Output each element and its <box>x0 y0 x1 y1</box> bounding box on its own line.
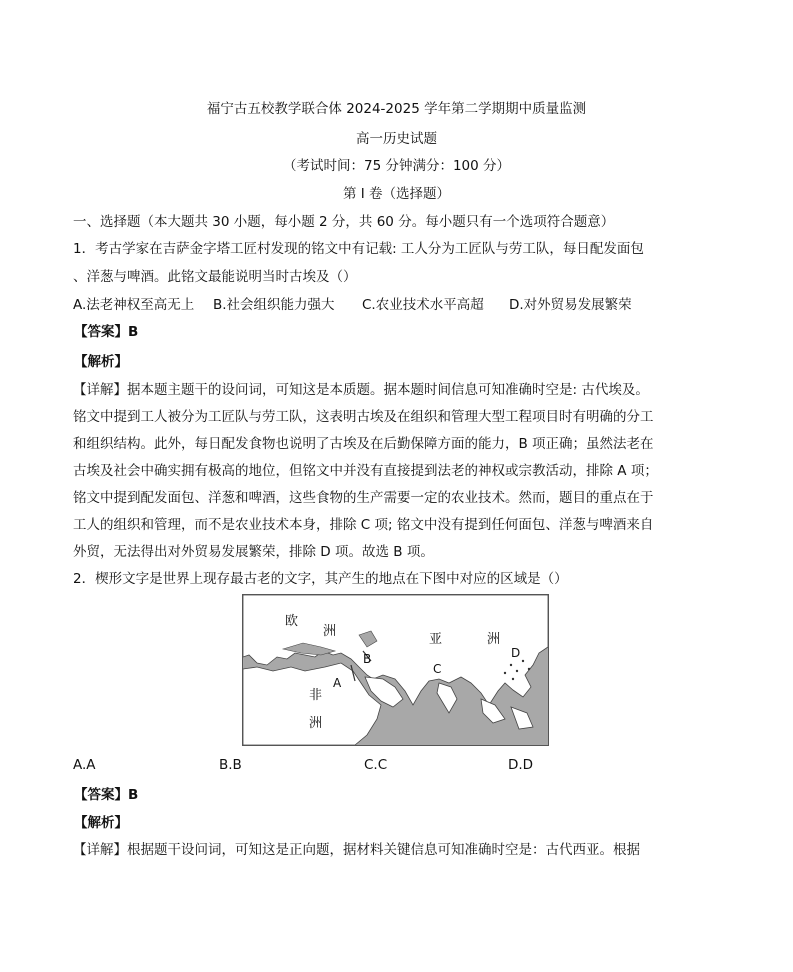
q1-option-b: B.社会组织能力强大 <box>213 297 335 313</box>
q1-detail-line: 工人的组织和管理，而不是农业技术本身，排除 C 项; 铭文中没有提到任何面包、洋葱与啤酒来自 <box>73 517 654 533</box>
q2-analysis-label: 【解析】 <box>74 815 128 831</box>
map-marker-b: B <box>363 652 372 666</box>
exam-info: （考试时间：75 分钟满分：100 分） <box>282 158 511 174</box>
map-label-africa-2: 洲 <box>309 716 323 731</box>
q1-stem-line2: 、洋葱与啤酒。此铭文最能说明当时古埃及（） <box>73 269 357 285</box>
q1-detail-line: 【详解】据本题主题干的设问词，可知这是本质题。据本题时间信息可知准确时空是: 古代埃及。 <box>73 382 649 398</box>
q2-option-c: C.C <box>364 757 388 773</box>
map-marker-d: D <box>511 646 521 660</box>
q2-option-a: A.A <box>73 757 96 773</box>
world-map-figure <box>242 594 549 746</box>
q1-detail-line: 外贸，无法得出对外贸易发展繁荣，排除 D 项。故选 B 项。 <box>73 544 434 560</box>
section-heading: 一、选择题（本大题共 30 小题，每小题 2 分，共 60 分。每小题只有一个选项符合题意） <box>73 214 615 230</box>
q1-option-c: C.农业技术水平高超 <box>362 297 484 313</box>
q2-answer: 【答案】B <box>74 787 139 803</box>
q2-option-b: B.B <box>219 757 242 773</box>
q1-detail-line: 和组织结构。此外，每日配发食物也说明了古埃及在后勤保障方面的能力，B 项正确；虽然法老在 <box>73 436 654 452</box>
q2-detail-line: 【详解】根据题干设问词，可知这是正向题，据材料关键信息可知准确时空是：古代西亚。根据 <box>73 842 640 858</box>
exam-subtitle: 高一历史试题 <box>356 131 437 147</box>
exam-title: 福宁古五校教学联合体 2024-2025 学年第二学期期中质量监测 <box>206 101 587 117</box>
q1-stem-line1: 1．考古学家在吉萨金字塔工匠村发现的铭文中有记载: 工人分为工匠队与劳工队，每日配发面包 <box>73 241 644 257</box>
map-marker-c: C <box>433 662 442 676</box>
q1-option-a: A.法老神权至高无上 <box>73 297 195 313</box>
q1-detail-line: 铭文中提到工人被分为工匠队与劳工队，这表明古埃及在组织和管理大型工程项目时有明确的分工 <box>73 409 654 425</box>
map-label-europe-2: 洲 <box>323 624 337 639</box>
q1-analysis-label: 【解析】 <box>74 354 128 370</box>
q2-option-d: D.D <box>508 757 534 773</box>
q1-detail-line: 铭文中提到配发面包、洋葱和啤酒，这些食物的生产需要一定的农业技术。然而，题目的重点在于 <box>73 490 654 506</box>
map-label-asia-2: 洲 <box>487 632 501 647</box>
q2-stem: 2．楔形文字是世界上现存最古老的文字，其产生的地点在下图中对应的区域是（） <box>73 571 568 587</box>
q1-option-d: D.对外贸易发展繁荣 <box>509 297 632 313</box>
map-label-europe-1: 欧 <box>285 614 299 629</box>
q1-detail-line: 古埃及社会中确实拥有极高的地位，但铭文中并没有直接提到法老的神权或宗教活动，排除 A 项； <box>73 463 658 479</box>
volume-title: 第 I 卷（选择题） <box>342 186 451 202</box>
map-marker-a: A <box>333 676 342 690</box>
q1-answer: 【答案】B <box>74 324 139 340</box>
map-label-africa-1: 非 <box>309 688 323 703</box>
map-label-asia-1: 亚 <box>429 632 443 647</box>
